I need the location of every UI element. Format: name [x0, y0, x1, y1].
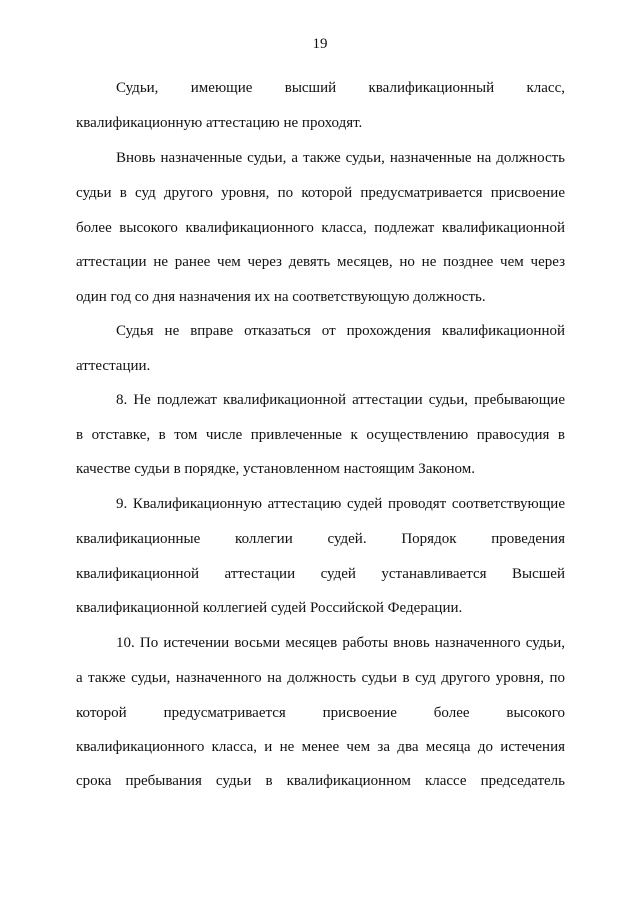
- paragraph-line: Судья не вправе отказаться от прохождения квалификационной: [116, 323, 565, 339]
- paragraph-line: которой предусматривается присвоение более высокого: [76, 705, 565, 721]
- paragraph-line: квалификационного класса, и не менее чем за два месяца до истечения: [76, 739, 565, 755]
- page-number: 19: [312, 36, 328, 52]
- paragraph-line: судьи в суд другого уровня, по которой предусматривается присвоение: [76, 185, 565, 201]
- paragraph-line: Вновь назначенные судьи, а также судьи, назначенные на должность: [116, 150, 565, 166]
- paragraph-line: Судьи, имеющие высший квалификационный класс,: [116, 80, 565, 96]
- paragraph-line: 8. Не подлежат квалификационной аттестации судьи, пребывающие: [116, 392, 565, 408]
- paragraph-line: квалификационные коллегии судей. Порядок проведения: [76, 531, 565, 547]
- paragraph-line: квалификационной аттестации судей устанавливается Высшей: [76, 566, 565, 582]
- paragraph-line: аттестации не ранее чем через девять месяцев, но не позднее чем через: [76, 254, 565, 270]
- paragraph-line: аттестации.: [76, 358, 151, 374]
- paragraph-line: квалификационную аттестацию не проходят.: [76, 115, 363, 131]
- paragraph-line: 10. По истечении восьми месяцев работы вновь назначенного судьи,: [116, 635, 565, 651]
- paragraph-line: 9. Квалификационную аттестацию судей проводят соответствующие: [116, 496, 565, 512]
- paragraph-line: а также судьи, назначенного на должность судьи в суд другого уровня, по: [76, 670, 565, 686]
- paragraph-line: качестве судьи в порядке, установленном настоящим Законом.: [76, 461, 475, 477]
- paragraph-line: один год со дня назначения их на соответствующую должность.: [76, 289, 486, 305]
- paragraph-line: срока пребывания судьи в квалификационном классе председатель: [76, 773, 565, 789]
- paragraph-line: квалификационной коллегией судей Российской Федерации.: [76, 600, 463, 616]
- paragraph-line: в отставке, в том числе привлеченные к осуществлению правосудия в: [76, 427, 565, 443]
- paragraph-line: более высокого квалификационного класса, подлежат квалификационной: [76, 220, 565, 236]
